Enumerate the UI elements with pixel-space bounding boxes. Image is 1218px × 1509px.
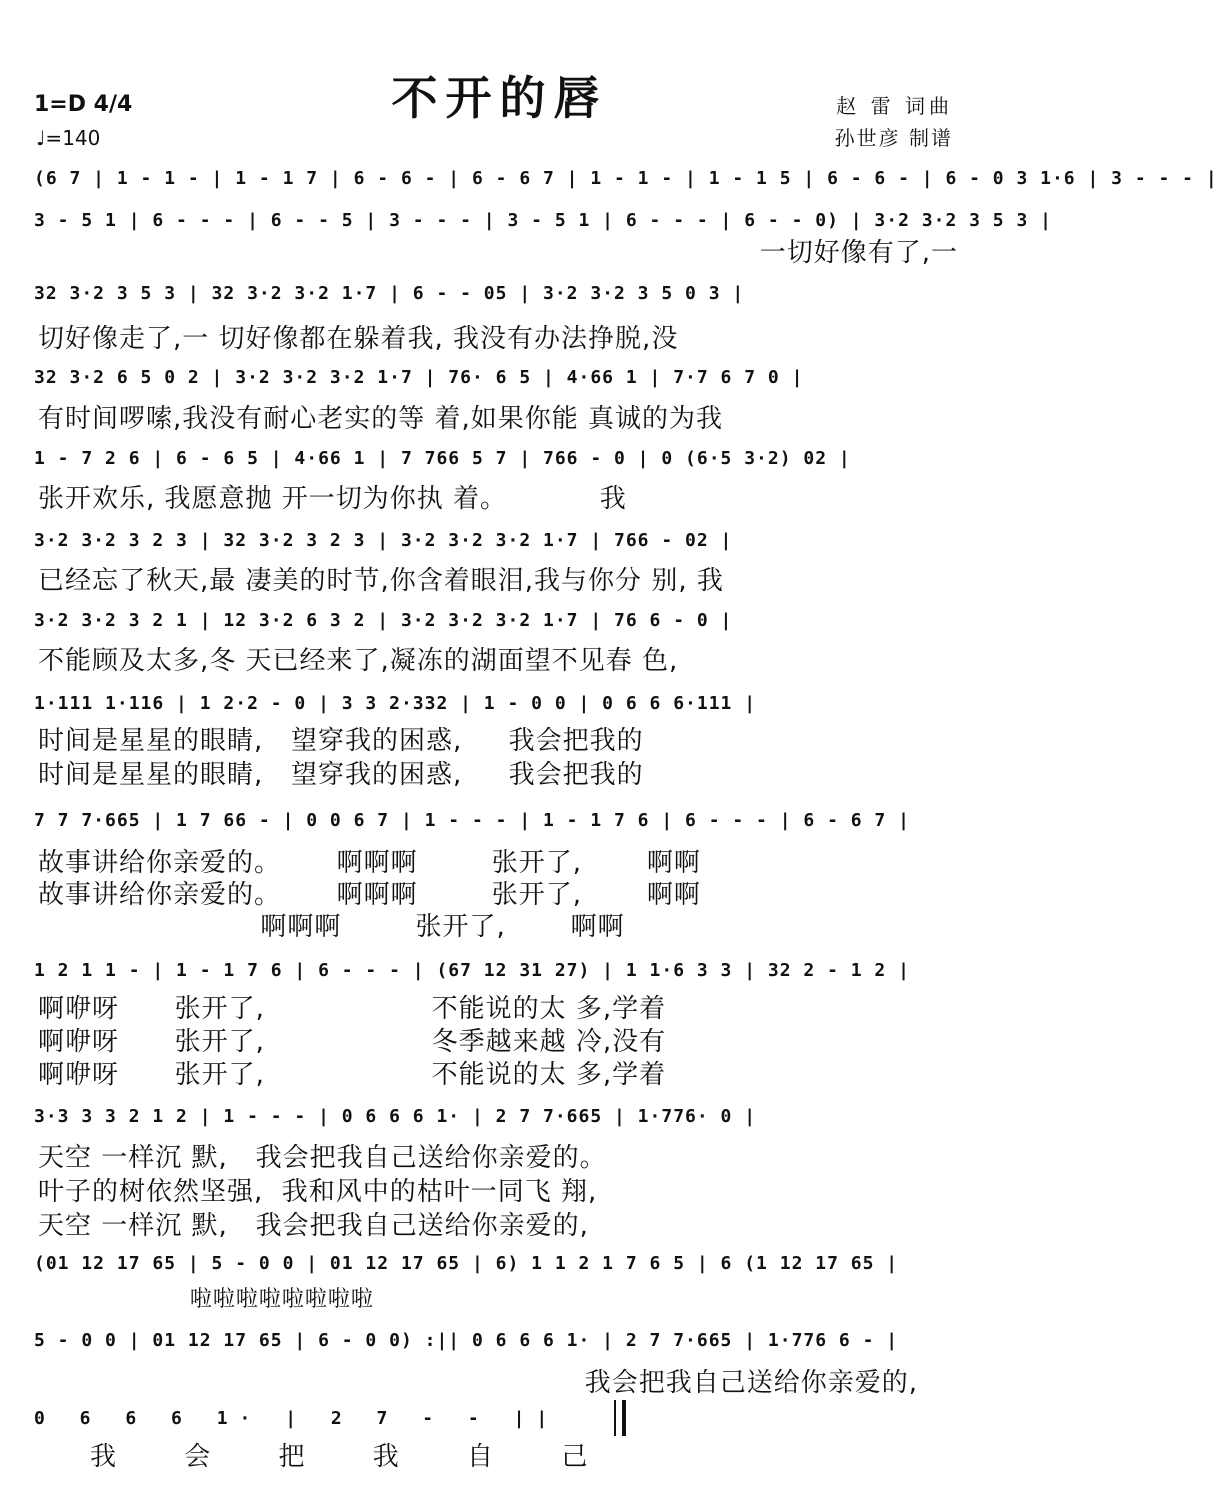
notation-line-10: 1 2 1 1 - | 1 - 1 7 6 | 6 - - - | (67 12 31 27) | 1 1·6 3 3 | 32 2 - 1 2 | <box>34 960 910 981</box>
lyric-line: 张开欢乐, 我愿意抛 开一切为你执 着。 我 <box>38 484 627 514</box>
lyric-line: 一切好像有了,一 <box>759 238 958 268</box>
notation-line-1: (6 7 | 1 - 1 - | 1 - 1 7 | 6 - 6 - | 6 - 6 7 | 1 - 1 - | 1 - 1 5 | 6 - 6 - | 6 - 0 3 1·6 | 3 - - - | <box>34 168 1218 189</box>
notation-line-6: 3·2 3·2 3 2 3 | 32 3·2 3 2 3 | 3·2 3·2 3·2 1·7 | 766 - 02 | <box>34 530 733 551</box>
notation-line-2: 3 - 5 1 | 6 - - - | 6 - - 5 | 3 - - - | 3 - 5 1 | 6 - - - | 6 - - 0) | 3·2 3·2 3 5 3 | <box>34 210 1052 231</box>
lyric-line: 天空 一样沉 默, 我会把我自己送给你亲爱的。 <box>38 1143 607 1173</box>
notation-line-13: 5 - 0 0 | 01 12 17 65 | 6 - 0 0) :|| 0 6 6 6 1· | 2 7 7·665 | 1·776 6 - | <box>34 1330 899 1351</box>
final-barline <box>614 1400 626 1436</box>
lyric-line: 叶子的树依然坚强, 我和风中的枯叶一同飞 翔, <box>38 1177 598 1207</box>
lyric-line: 啊咿呀 张开了, 冬季越来越 冷,没有 <box>38 1027 667 1057</box>
lyric-line: 天空 一样沉 默, 我会把我自己送给你亲爱的, <box>38 1211 589 1241</box>
notation-line-12: (01 12 17 65 | 5 - 0 0 | 01 12 17 65 | 6) 1 1 2 1 7 6 5 | 6 (1 12 17 65 | <box>34 1253 899 1274</box>
notation-line-4: 32 3·2 6 5 0 2 | 3·2 3·2 3·2 1·7 | 76· 6 5 | 4·66 1 | 7·7 6 7 0 | <box>34 367 804 388</box>
lyric-line: 有时间啰嗦,我没有耐心老实的等 着,如果你能 真诚的为我 <box>38 404 724 434</box>
notation-line-5: 1 - 7 2 6 | 6 - 6 5 | 4·66 1 | 7 766 5 7 | 766 - 0 | 0 (6·5 3·2) 02 | <box>34 448 851 469</box>
lyric-line: 啊咿呀 张开了, 不能说的太 多,学着 <box>38 994 667 1024</box>
lyric-line: 我 会 把 我 自 己 <box>90 1442 618 1472</box>
notation-line-9: 7 7 7·665 | 1 7 66 - | 0 0 6 7 | 1 - - - | 1 - 1 7 6 | 6 - - - | 6 - 6 7 | <box>34 810 910 831</box>
song-title: 不开的唇 <box>391 71 608 125</box>
lyric-line: 时间是星星的眼睛, 望穿我的困惑, 我会把我的 <box>38 760 644 790</box>
lyric-line: 时间是星星的眼睛, 望穿我的困惑, 我会把我的 <box>38 726 644 756</box>
lyric-line: 啊咿呀 张开了, 不能说的太 多,学着 <box>38 1060 667 1090</box>
lyric-line: 已经忘了秋天,最 凄美的时节,你含着眼泪,我与你分 别, 我 <box>38 566 724 596</box>
lyricist-composer-credit: 赵 雷 词曲 <box>836 94 953 118</box>
tempo-marking: ♩=140 <box>36 126 101 150</box>
lyric-line: 不能顾及太多,冬 天已经来了,凝冻的湖面望不见春 色, <box>38 646 679 676</box>
lyric-line: 故事讲给你亲爱的。 啊啊啊 张开了, 啊啊 <box>38 880 701 910</box>
lyric-line: 切好像走了,一 切好像都在躲着我, 我没有办法挣脱,没 <box>38 324 679 354</box>
lyric-line: 我会把我自己送给你亲爱的, <box>584 1368 918 1398</box>
notation-line-14: 0 6 6 6 1· | 2 7 - - || <box>34 1408 560 1429</box>
lyric-line: 故事讲给你亲爱的。 啊啊啊 张开了, 啊啊 <box>38 848 701 878</box>
notation-line-7: 3·2 3·2 3 2 1 | 12 3·2 6 3 2 | 3·2 3·2 3·2 1·7 | 76 6 - 0 | <box>34 610 733 631</box>
arranger-credit: 孙世彦 制谱 <box>834 126 953 150</box>
notation-line-11: 3·3 3 3 2 1 2 | 1 - - - | 0 6 6 6 1· | 2 7 7·665 | 1·776· 0 | <box>34 1106 757 1127</box>
notation-line-3: 32 3·2 3 5 3 | 32 3·2 3·2 1·7 | 6 - - 05 | 3·2 3·2 3 5 0 3 | <box>34 283 745 304</box>
lyric-line: 啊啊啊 张开了, 啊啊 <box>38 912 625 942</box>
lyric-line: 啦啦啦啦啦啦啦啦 <box>38 1287 374 1312</box>
key-signature: 1=D 4/4 <box>34 92 133 117</box>
notation-line-8: 1·111 1·116 | 1 2·2 - 0 | 3 3 2·332 | 1 - 0 0 | 0 6 6 6·111 | <box>34 693 757 714</box>
